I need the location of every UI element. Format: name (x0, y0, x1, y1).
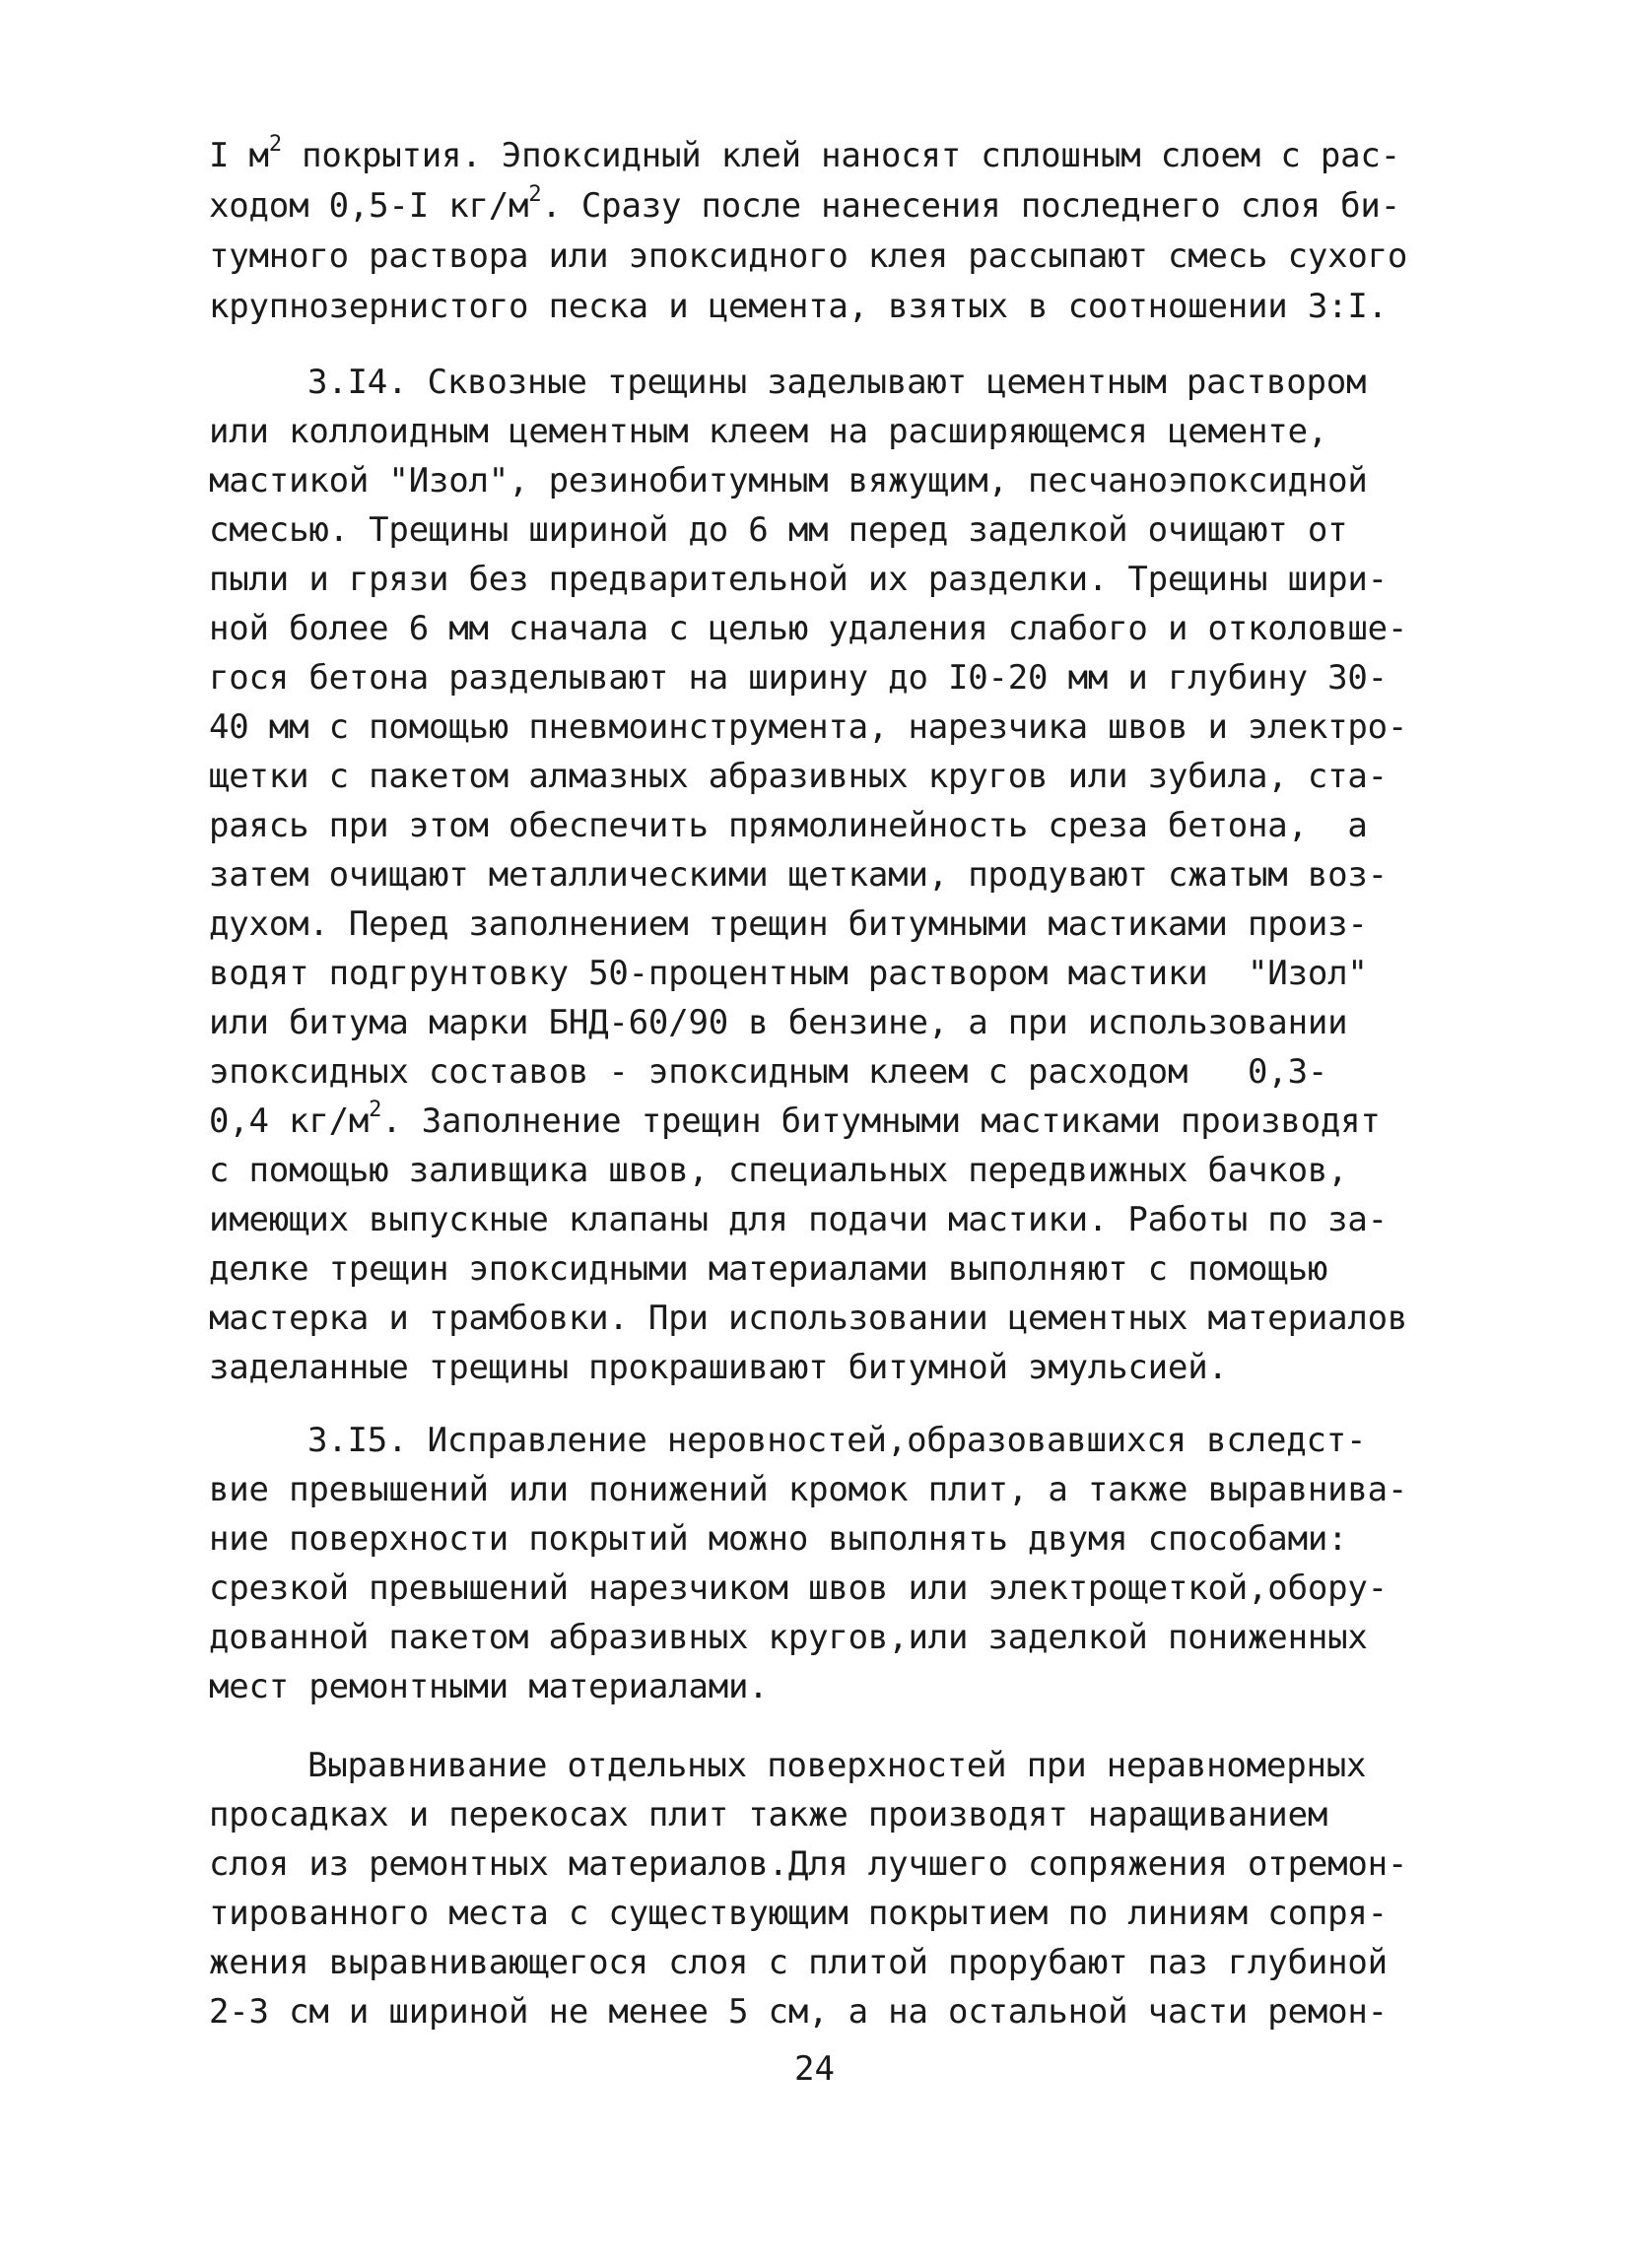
text-line: имеющих выпускные клапаны для подачи мастики. Работы по за- (209, 1200, 1388, 1239)
superscript: 2 (369, 1097, 382, 1122)
section-heading-line: 3.I5. Исправление неровностей,образовавшихся вследст- (307, 1421, 1367, 1460)
text-line: слоя из ремонтных материалов.Для лучшего сопряжения отремон- (209, 1844, 1408, 1884)
text-line: водят подгрунтовку 50-процентным раствором мастики "Изол" (209, 954, 1368, 993)
text-line: Выравнивание отдельных поверхностей при неравномерных (307, 1746, 1367, 1785)
text-line: или битума марки БНД-60/90 в бензине, а при использовании (209, 1003, 1348, 1042)
text-line: щетки с пакетом алмазных абразивных кругов или зубила, ста- (209, 757, 1388, 796)
text-line: раясь при этом обеспечить прямолинейность среза бетона, а (209, 806, 1368, 845)
text-line: эпоксидных составов - эпоксидным клеем с расходом 0,3- (209, 1052, 1328, 1092)
text-line: или коллоидным цементным клеем на расширяющемся цементе, (209, 412, 1328, 451)
text-line: 40 мм с помощью пневмоинструмента, нарезчика швов и электро- (209, 707, 1408, 747)
text-line: смесью. Трещины шириной до 6 мм перед заделкой очищают от (209, 510, 1348, 550)
text-line: 2-3 см и шириной не менее 5 см, а на остальной части ремон- (209, 1992, 1388, 2032)
text-line: жения выравнивающегося слоя с плитой прорубают паз глубиной (209, 1943, 1388, 1982)
text-line: затем очищают металлическими щетками, продувают сжатым воз- (209, 855, 1388, 895)
text-line: просадках и перекосах плит также производят наращиванием (209, 1795, 1328, 1834)
superscript: 2 (268, 131, 282, 157)
section-heading-line: 3.I4. Сквозные трещины заделывают цементным раствором (307, 363, 1367, 402)
text-line: дованной пакетом абразивных кругов,или заделкой пониженных (209, 1618, 1368, 1657)
text-line: тированного места с существующим покрытием по линиям сопря- (209, 1894, 1388, 1933)
text-line: ходом 0,5-I $кг/м^2$. Сразу после нанесения последнего слоя би- (209, 181, 1400, 226)
text-line: заделанные трещины прокрашивают битумной эмульсией. (209, 1348, 1228, 1387)
text-line: делке трещин эпоксидными материалами выполняют с помощью (209, 1249, 1328, 1289)
superscript: 2 (528, 181, 542, 207)
text-line: с помощью заливщика швов, специальных передвижных бачков, (209, 1151, 1348, 1190)
text-line: вие превышений или понижений кромок плит, а также выравнива- (209, 1470, 1408, 1509)
text-line: гося бетона разделывают на ширину до I0-20 мм и глубину 30- (209, 658, 1388, 698)
text-line: крупнозернистого песка и цемента, взятых в соотношении 3:I. (209, 287, 1388, 326)
text-line: мастикой "Изол", резинобитумным вяжущим, песчаноэпоксидной (209, 461, 1368, 500)
text-line: пыли и грязи без предварительной их разделки. Трещины шири- (209, 560, 1388, 599)
text-line: мест ремонтными материалами. (209, 1667, 769, 1706)
text-line: ной более 6 мм сначала с целью удаления слабого и отколовше- (209, 609, 1408, 648)
text-line: I $м^2$ покрытия. Эпоксидный клей наносят сплошным слоем с рас- (209, 131, 1400, 175)
text-line: срезкой превышений нарезчиком швов или электрощеткой,обору- (209, 1568, 1388, 1608)
text-line: духом. Перед заполнением трещин битумными мастиками произ- (209, 904, 1368, 944)
page-number: 24 (794, 2049, 835, 2089)
text-line: мастерка и трамбовки. При использовании цементных материалов (209, 1299, 1408, 1338)
text-line: тумного раствора или эпоксидного клея рассыпают смесь сухого (209, 236, 1408, 276)
text-line: ние поверхности покрытий можно выполнять двумя способами: (209, 1519, 1348, 1559)
text-line: 0,4 $кг/м^2$. Заполнение трещин битумными мастиками производят (209, 1097, 1381, 1141)
